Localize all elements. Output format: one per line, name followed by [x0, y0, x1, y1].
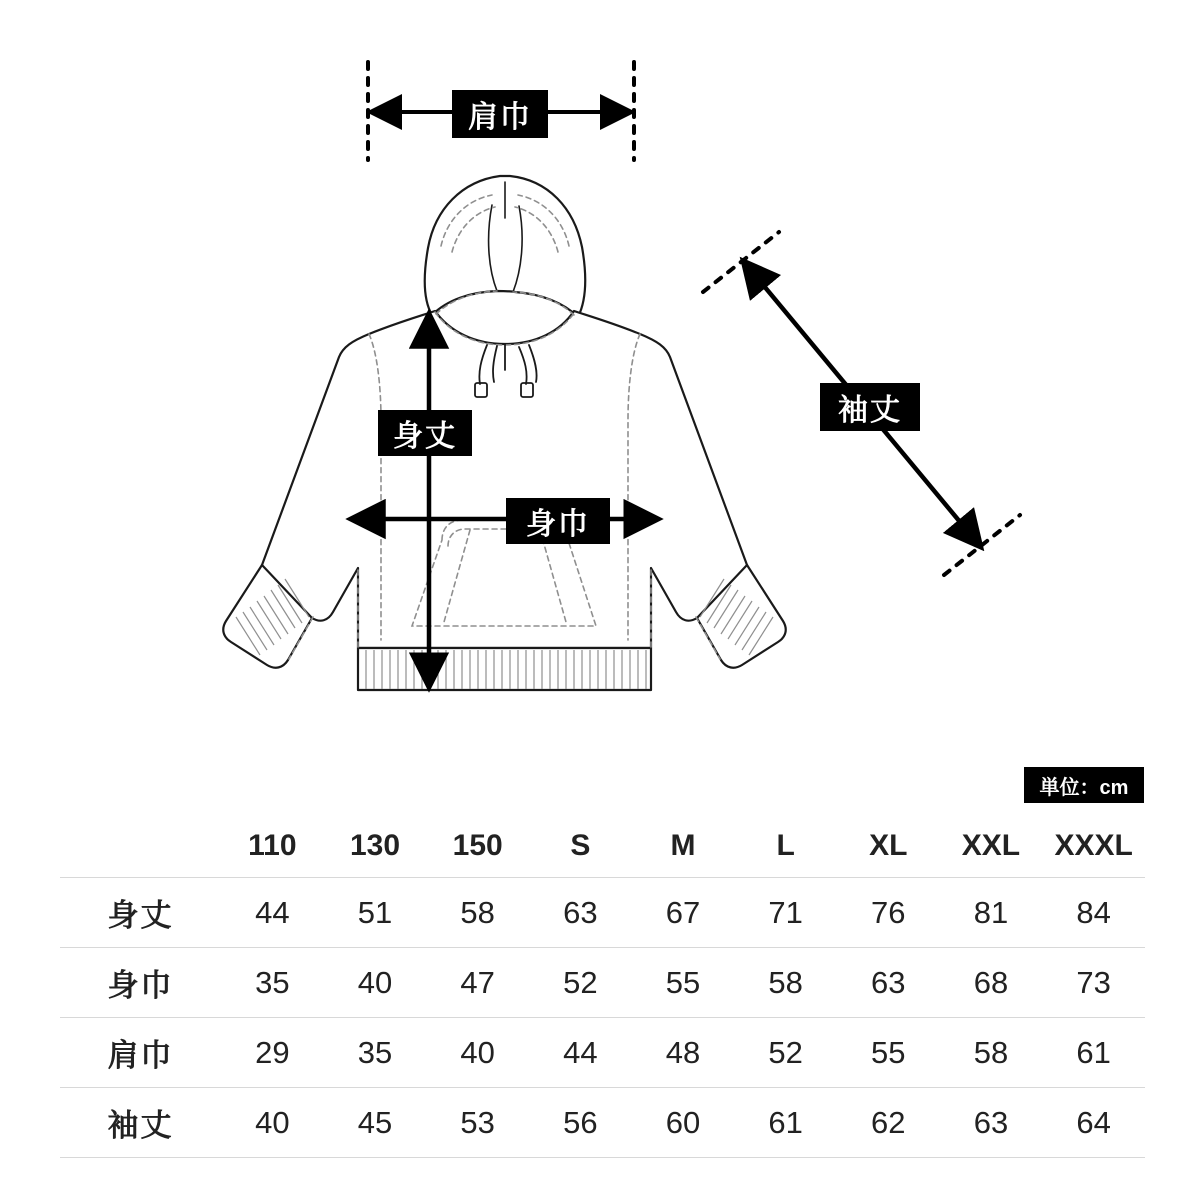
cell-shoulder-width-l: 52 [768, 1034, 803, 1070]
row-label-sleeve-length: 袖丈 [107, 1108, 174, 1143]
cell-body-length-xxl: 81 [973, 894, 1009, 930]
cell-body-width-xxxl: 73 [1076, 964, 1111, 1000]
size-table-corner [60, 815, 221, 878]
cell-sleeve-length-110: 40 [255, 1104, 290, 1140]
cell-body-width-130: 40 [357, 964, 393, 1000]
cell-body-length-150: 58 [460, 894, 495, 930]
cell-body-length-130: 51 [357, 894, 393, 930]
table-row [60, 878, 1145, 948]
cell-body-length-110: 44 [255, 894, 290, 930]
row-label-body-length: 身丈 [107, 898, 174, 933]
cell-body-length-m: 67 [665, 894, 701, 930]
cell-body-width-m: 55 [665, 964, 701, 1000]
cell-body-length-xxxl: 84 [1076, 894, 1111, 930]
cell-sleeve-length-130: 45 [357, 1104, 393, 1140]
size-table [60, 815, 1145, 1158]
cell-shoulder-width-130: 35 [357, 1034, 393, 1070]
size-header-xxxl: XXXL [1042, 815, 1145, 878]
row-label-body-width: 身巾 [107, 968, 174, 1003]
cell-shoulder-width-150: 40 [460, 1034, 495, 1070]
cell-shoulder-width-xl: 55 [871, 1034, 906, 1070]
size-table-head [60, 815, 1145, 878]
label-sleeve-length: 袖丈 [820, 383, 920, 431]
size-header-s: S [529, 815, 632, 878]
label-body-length: 身丈 [378, 410, 472, 456]
size-header-m: M [632, 815, 735, 878]
unit-badge: 単位：cm [1024, 767, 1144, 803]
cell-sleeve-length-xxl: 63 [973, 1104, 1009, 1140]
cell-shoulder-width-s: 44 [563, 1034, 598, 1070]
cell-body-length-xl: 76 [871, 894, 906, 930]
size-header-150: 150 [426, 815, 529, 878]
size-header-l: L [734, 815, 837, 878]
size-header-110: 110 [221, 815, 324, 878]
cell-body-length-s: 63 [563, 894, 598, 930]
cell-sleeve-length-150: 53 [460, 1104, 495, 1140]
cell-shoulder-width-m: 48 [665, 1034, 701, 1070]
cell-shoulder-width-xxxl: 61 [1076, 1034, 1111, 1070]
table-row [60, 1018, 1145, 1088]
table-row [60, 1088, 1145, 1158]
cell-sleeve-length-xxxl: 64 [1076, 1104, 1111, 1140]
cell-body-length-l: 71 [768, 894, 803, 930]
cell-sleeve-length-s: 56 [563, 1104, 598, 1140]
size-table-header-row [60, 815, 1145, 878]
size-header-130: 130 [324, 815, 427, 878]
cell-body-width-l: 58 [768, 964, 803, 1000]
cell-body-width-xxl: 68 [973, 964, 1009, 1000]
size-table-container [60, 815, 1145, 1158]
label-shoulder-width: 肩巾 [452, 90, 548, 138]
cell-sleeve-length-xl: 62 [871, 1104, 906, 1140]
row-label-shoulder-width: 肩巾 [107, 1038, 174, 1073]
size-table-body [60, 878, 1145, 1158]
cell-shoulder-width-110: 29 [255, 1034, 290, 1070]
cell-sleeve-length-l: 61 [768, 1104, 803, 1140]
table-row [60, 948, 1145, 1018]
cell-body-width-150: 47 [460, 964, 495, 1000]
size-header-xxl: XXL [940, 815, 1043, 878]
cell-body-width-110: 35 [255, 964, 290, 1000]
cell-shoulder-width-xxl: 58 [973, 1034, 1009, 1070]
label-body-width: 身巾 [506, 498, 610, 544]
cell-sleeve-length-m: 60 [665, 1104, 701, 1140]
size-header-xl: XL [837, 815, 940, 878]
cell-body-width-s: 52 [563, 964, 598, 1000]
cell-body-width-xl: 63 [871, 964, 906, 1000]
